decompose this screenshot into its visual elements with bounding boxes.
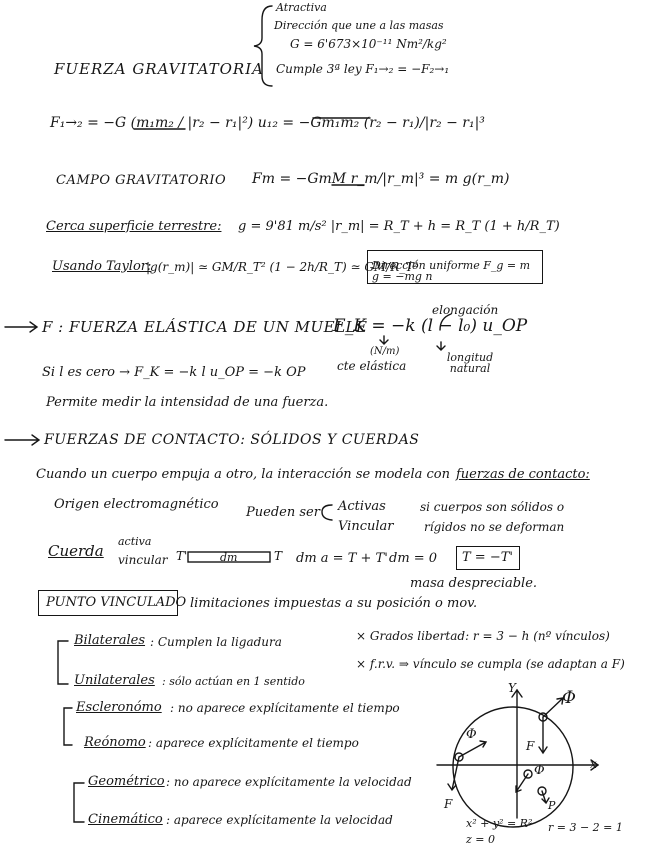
near-surface-label: Cerca superficie terrestre:	[46, 219, 222, 234]
contact-title: FUERZAS DE CONTACTO: SÓLIDOS Y CUERDAS	[44, 432, 420, 448]
elastic-arrow	[5, 322, 37, 332]
elastic-title: F : FUERZA ELÁSTICA DE UN MUELLE	[42, 318, 368, 336]
reonomo-label: Reónomo	[84, 735, 146, 750]
grav-prop-G: G = 6'673×10⁻¹¹ Nm²/kg²	[290, 37, 447, 51]
contact-line1: Cuando un cuerpo empuja a otro, la interacción se modela con	[36, 467, 451, 482]
diagram-eq1: x² + y² = R²	[466, 817, 533, 830]
l0-name: longitud natural	[446, 351, 494, 375]
field-title: CAMPO GRAVITATORIO	[56, 173, 227, 188]
phi-icon-bottom: Φ	[534, 763, 545, 778]
k-name: cte elástica	[337, 359, 407, 373]
k-unit: (N/m)	[370, 346, 400, 357]
cuerda-dm-zero: dm = 0	[389, 551, 438, 566]
unilateral-label: Unilaterales	[74, 673, 155, 688]
cuerda-box-text: T = −T'	[462, 550, 513, 565]
taylor-label: Usando Taylor:	[52, 259, 152, 274]
grav-force-law: F₁→₂ = −G (m₁m₂ / |r₂ − r₁|²) u₁₂ = −Gm₁m₂ (r₂ − r₁)/|r₂ − r₁|³	[50, 115, 485, 131]
geometrico-bracket	[74, 783, 84, 822]
contact-note-1: si cuerpos son sólidos o	[420, 500, 565, 514]
constraint-diagram	[437, 690, 598, 830]
geometrico-label: Geométrico	[88, 774, 165, 789]
escleronomo-text: : no aparece explícitamente el tiempo	[170, 701, 400, 715]
reonomo-text: : aparece explícitamente el tiempo	[148, 736, 359, 750]
geometrico-text: : no aparece explícitamente la velocidad	[166, 775, 412, 789]
bilateral-text: : Cumplen la ligadura	[150, 635, 282, 649]
grav-title: FUERZA GRAVITATORIA	[54, 60, 264, 78]
grav-prop-direction: Dirección que une a las masas	[274, 19, 444, 32]
cinematico-text: : aparece explícitamente la velocidad	[166, 813, 393, 827]
contact-origin: Origen electromagnético	[54, 497, 219, 512]
contact-pueden: Pueden ser	[246, 505, 320, 520]
note-frv: × f.r.v. ⇒ vínculo se cumpla (se adaptan a F)	[356, 657, 625, 671]
elastic-eq: F_K = −k (l − l₀) u_OP	[333, 316, 528, 336]
vinculado-desc: limitaciones impuestas a su posición o mov.	[190, 596, 478, 611]
cuerda-eq: dm a = T + T'	[296, 551, 388, 566]
diagram-y-label: Y	[508, 681, 516, 695]
diagram-eq2: z = 0	[466, 833, 496, 846]
contact-arrow	[5, 435, 39, 445]
bilateral-bracket	[58, 641, 68, 684]
taylor-eq: |g(r_m)| ≃ GM/R_T² (1 − 2h/R_T) ≃ GM/R_T²	[146, 260, 419, 274]
cuerda-vincular: vincular	[118, 553, 168, 567]
grav-prop-attractive: Atractiva	[276, 1, 327, 14]
contact-note-2: rígidos no se deforman	[424, 520, 565, 534]
contact-activas: Activas	[338, 499, 386, 514]
unilateral-text: : sólo actúan en 1 sentido	[162, 675, 305, 688]
escleronomo-label: Escleronómo	[76, 700, 162, 715]
elastic-bullet-2: Permite medir la intensidad de una fuerza.	[46, 395, 329, 410]
contact-line1-fuerzas: fuerzas de contacto:	[456, 467, 590, 482]
cuerda-activa: activa	[118, 535, 152, 548]
elastic-bullet-1: Si l es cero → F_K = −k l u_OP = −k OP	[42, 365, 306, 380]
diagram-F-left: F	[444, 797, 453, 811]
elongation-label: elongación	[432, 303, 499, 317]
cuerda-T1: T'	[176, 549, 188, 563]
uniform-box-text: Dirección uniforme F_g = m g = −mg n	[372, 259, 531, 283]
phi-icon-top: Φ	[562, 688, 576, 708]
diagram-P: P	[548, 799, 556, 812]
cinematico-label: Cinemático	[88, 812, 163, 827]
diagram-F-right: F	[526, 739, 535, 753]
diagram-x-label: x	[590, 757, 597, 771]
field-eq: Fm = −GmM r_m/|r_m|³ = m g(r_m)	[252, 171, 510, 187]
escleronomo-bracket	[64, 708, 72, 745]
pueden-brace	[322, 505, 332, 520]
note-grados: × Grados libertad: r = 3 − h (nº vínculos)	[356, 629, 610, 643]
bilateral-label: Bilaterales	[74, 633, 146, 648]
cuerda-T: T	[274, 549, 283, 563]
cuerda-dm: dm	[220, 551, 238, 564]
diagram-r: r = 3 − 2 = 1	[548, 821, 623, 834]
vinculado-title: PUNTO VINCULADO	[46, 595, 187, 610]
cuerda-label: Cuerda	[48, 542, 104, 560]
contact-vincular: Vincular	[338, 519, 394, 534]
masa-text: masa despreciable.	[410, 576, 538, 591]
phi-icon-left: Φ	[466, 727, 477, 742]
near-surface-eq: g = 9'81 m/s² |r_m| = R_T + h = R_T (1 + h/R_T)	[238, 219, 560, 234]
grav-prop-third-law: Cumple 3ª ley F₁→₂ = −F₂→₁	[276, 62, 450, 76]
